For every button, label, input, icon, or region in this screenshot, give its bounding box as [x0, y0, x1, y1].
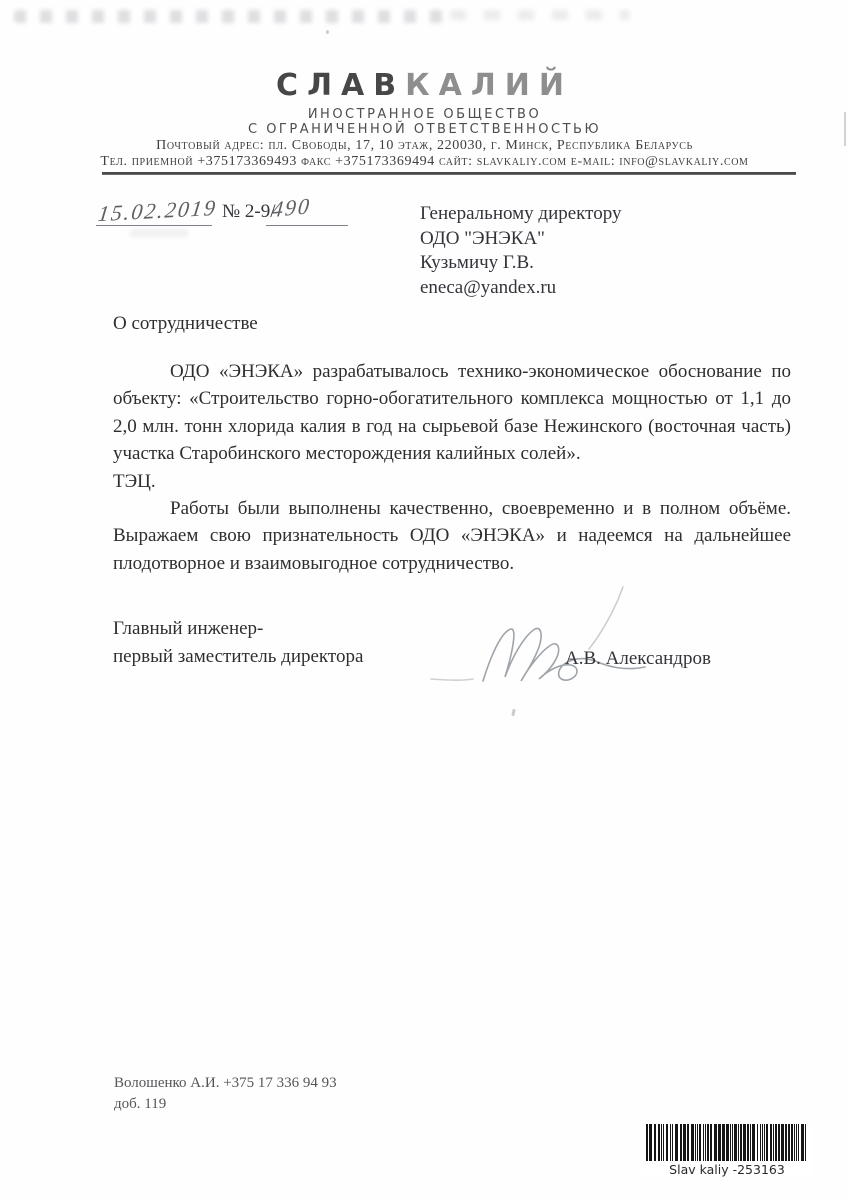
- company-logo-part2: КАЛИЙ: [405, 68, 573, 103]
- scan-smudge: [14, 10, 444, 23]
- handwritten-date: 15.02.2019: [96, 194, 219, 227]
- recipient-title: Генеральному директору: [420, 203, 622, 224]
- executor-contact: [114, 1073, 337, 1115]
- date-underline: [96, 225, 212, 226]
- signer-position: [113, 615, 363, 670]
- handwritten-outgoing-number: 490: [270, 192, 313, 223]
- signer-position-line1: Главный инженер-: [113, 618, 264, 639]
- recipient-person: Кузьмичу Г.В.: [420, 252, 534, 273]
- executor-extension: доб. 119: [114, 1096, 167, 1112]
- outgoing-number-prefix: № 2-9/: [222, 201, 276, 222]
- signature-block: [113, 615, 793, 715]
- executor-name-phone: Волошенко А.И. +375 17 336 94 93: [114, 1075, 337, 1091]
- body-paragraph-1-tail: ТЭЦ.: [113, 470, 156, 492]
- org-type-line-2: С ОГРАНИЧЕННОЙ ОТВЕТСТВЕННОСТЬЮ: [247, 122, 602, 137]
- number-underline: [266, 225, 348, 226]
- reference-row: [96, 192, 356, 238]
- body-paragraph-2: Работы были выполнены качественно, своевременно и в полном объёме. Выражаем свою признательность ОДО «ЭНЭКА» и надеемся на дальнейшее плодотворное и взаимовыгодное сотрудничество.: [113, 498, 791, 574]
- company-logo: [0, 68, 849, 103]
- company-logo-part1: СЛАВ: [276, 68, 406, 103]
- letterhead-divider-rule: [102, 172, 796, 175]
- barcode-label: Slav kaliy -253163: [669, 1162, 785, 1177]
- postal-address-line: Почтовый адрес: пл. Свободы, 17, 10 этаж, 220030, г. Минск, Республика Беларусь: [156, 138, 693, 153]
- recipient-block: [420, 202, 621, 300]
- org-type-line-1: ИНОСТРАННОЕ ОБЩЕСТВО: [307, 107, 542, 122]
- signer-name: А.В. Александров: [565, 648, 711, 669]
- phone-contact-line: Тел. приемной +375173369493 факс +375173369494 сайт: slavkaliy.com e-mail: info@slavkaliy.com: [100, 154, 749, 169]
- scan-smudge: [326, 30, 329, 34]
- recipient-email: eneca@yandex.ru: [420, 276, 557, 298]
- barcode-bars: [642, 1124, 812, 1161]
- signer-position-line2: первый заместитель директора: [113, 645, 364, 667]
- recipient-company: ОДО "ЭНЭКА": [420, 227, 545, 249]
- letter-body: [113, 358, 791, 577]
- handwritten-signature-scribble: [413, 583, 663, 703]
- scan-smudge: [450, 10, 630, 20]
- barcode-sticker: [642, 1124, 812, 1177]
- letter-subject: О сотрудничестве: [113, 313, 258, 334]
- body-paragraph-1: ОДО «ЭНЭКА» разрабатывалось технико-экономическое обоснование по объекту: «Строительство горно-обогатительного комплекса мощностью от 1,1 до 2,0 млн. тонн хлорида калия в год на сырьевой базе Нежинского (восточная часть) участка Старобинского месторождения калийных солей».: [113, 361, 791, 465]
